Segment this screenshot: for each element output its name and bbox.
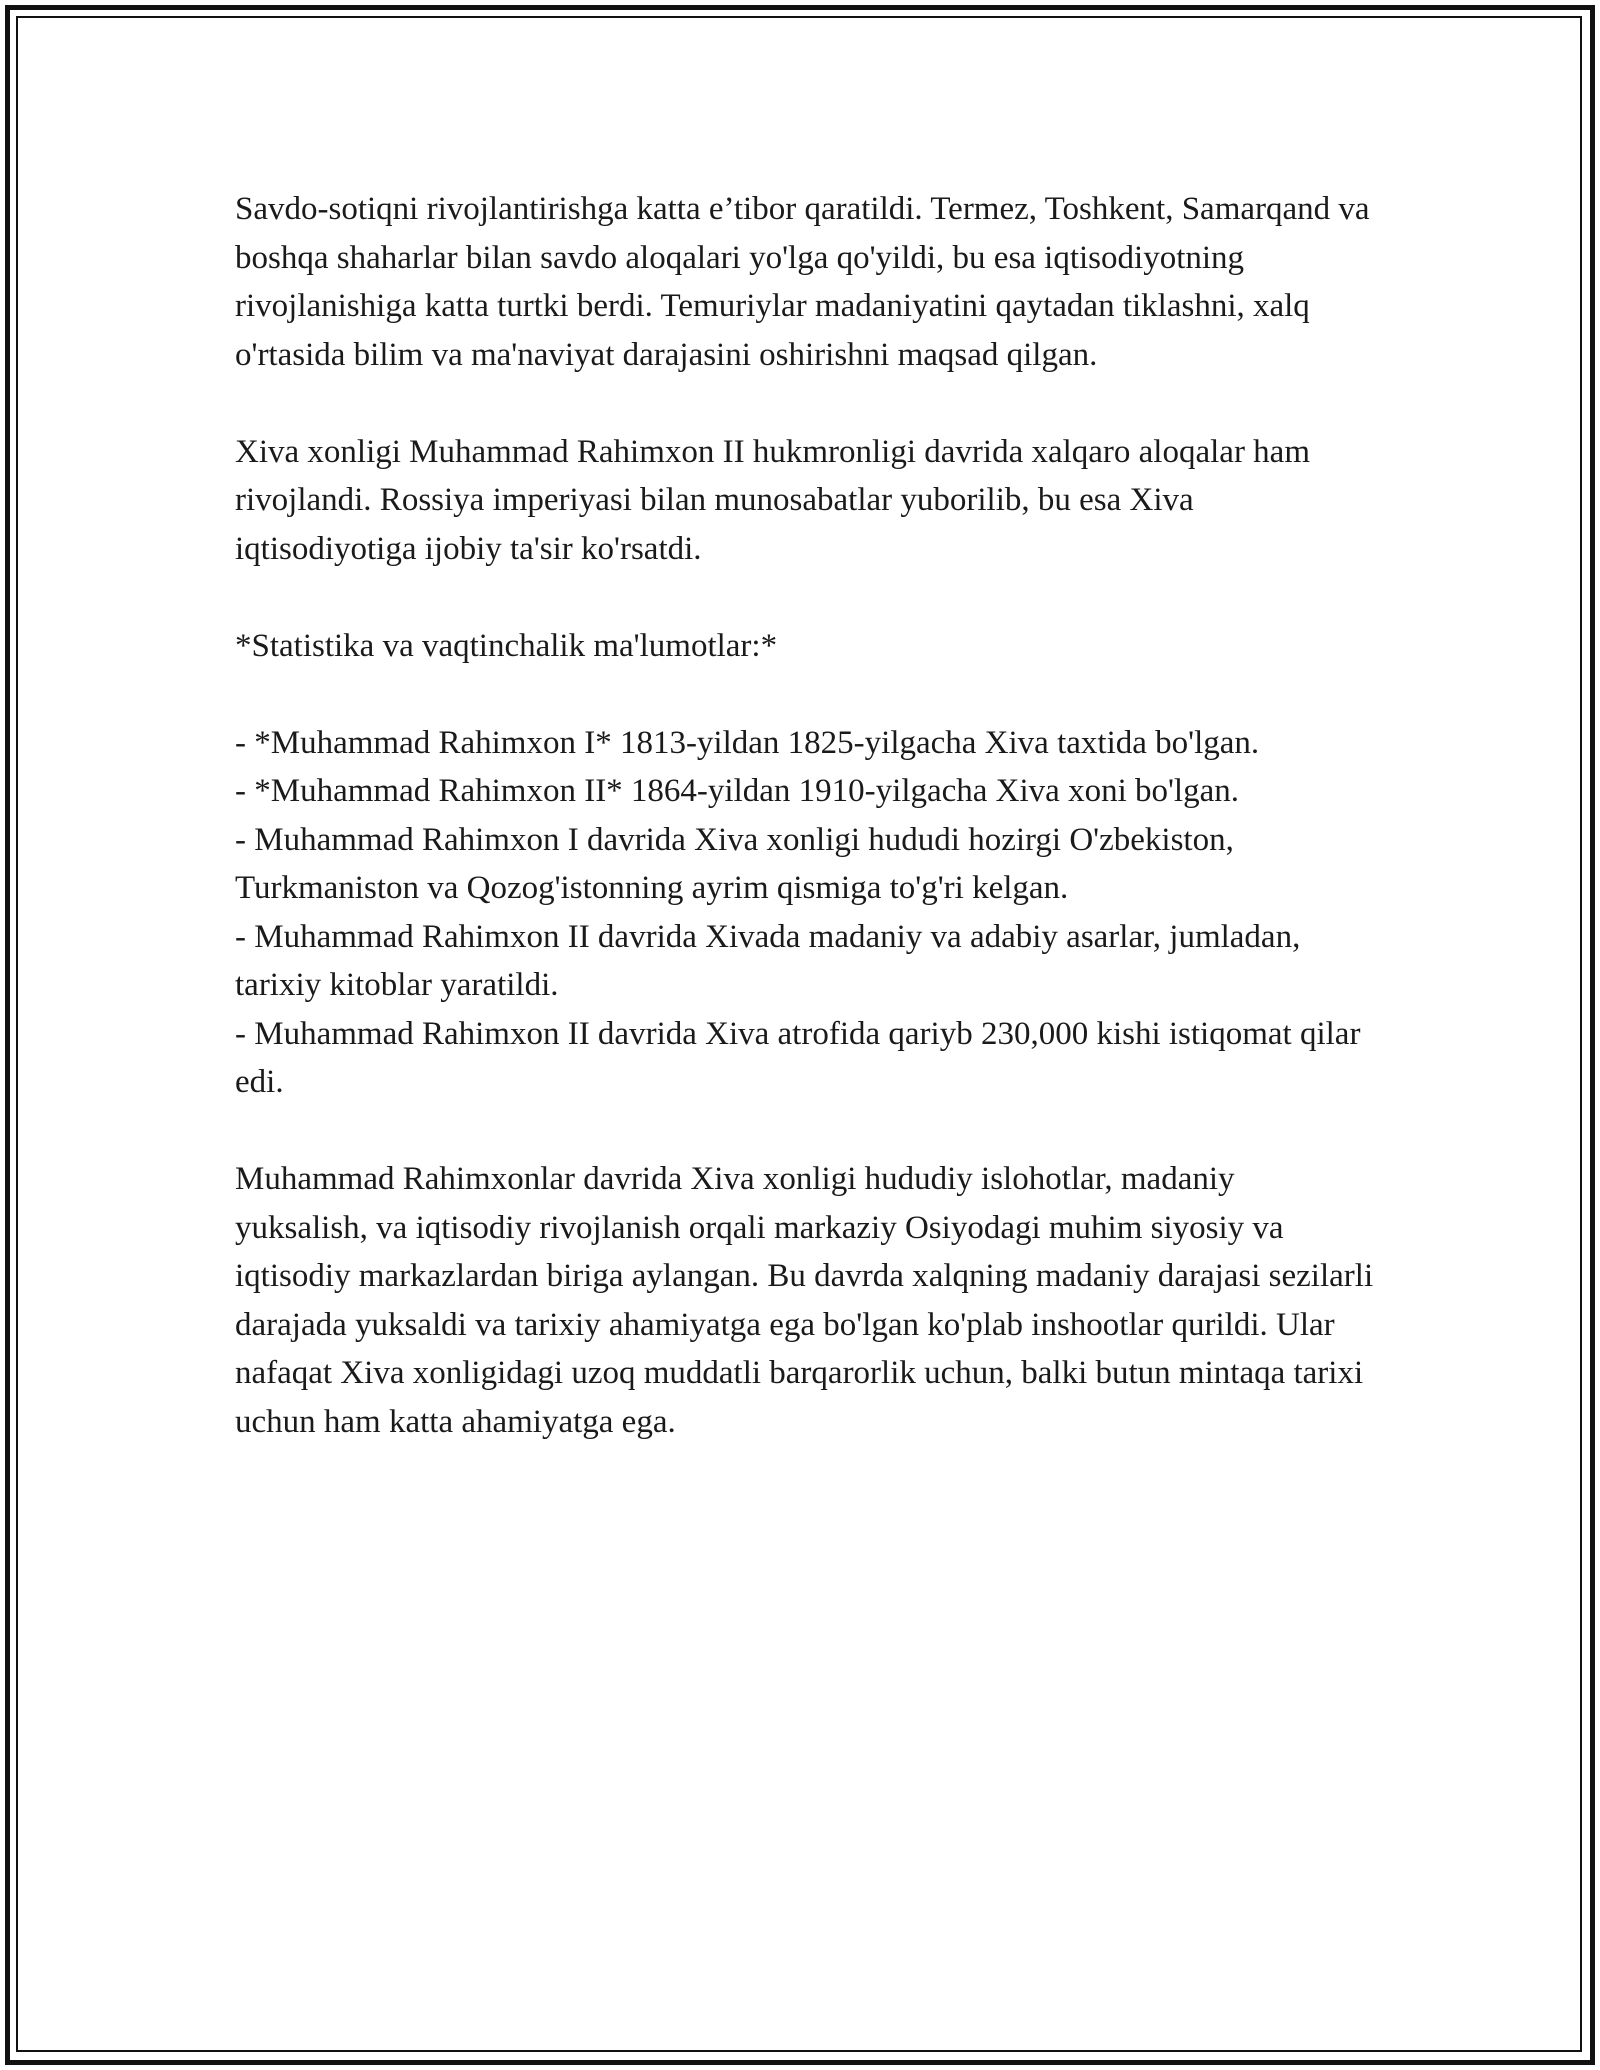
paragraph-trade: Savdo-sotiqni rivojlantirishga katta e’tibor qaratildi. Termez, Toshkent, Samarqand va boshqa shaharlar bilan savdo aloqalari yo'lga qo'yildi, bu esa iqtisodiyotning rivojlanishiga katta turtki berdi. Temuriylar madaniyatini qaytadan tiklashni, xalq o'rtasida bilim va ma'naviyat darajasini oshirishni maqsad qilgan. <box>235 191 1370 373</box>
list-item: - Muhammad Rahimxon II davrida Xiva atrofida qariyb 230,000 kishi istiqomat qilar edi. <box>235 1015 1361 1100</box>
paragraph-international-relations: Xiva xonligi Muhammad Rahimxon II hukmronligi davrida xalqaro aloqalar ham rivojlandi. Rossiya imperiyasi bilan munosabatlar yuborilib, bu esa Xiva iqtisodiyotiga ijobiy ta'sir ko'rsatdi. <box>235 433 1310 567</box>
document-body <box>235 185 1375 1495</box>
paragraph-conclusion: Muhammad Rahimxonlar davrida Xiva xonligi hududiy islohotlar, madaniy yuksalish, va iqtisodiy rivojlanish orqali markaziy Osiyodagi muhim siyosiy va iqtisodiy markazlardan biriga aylangan. Bu davrda xalqning madaniy darajasi sezilarli darajada yuksaldi va tarixiy ahamiyatga ega bo'lgan ko'plab inshootlar qurildi. Ular nafaqat Xiva xonligidagi uzoq muddatli barqarorlik uchun, balki butun mintaqa tarixi uchun ham katta ahamiyatga ega. <box>235 1161 1374 1440</box>
list-item: - Muhammad Rahimxon II davrida Xivada madaniy va adabiy asarlar, jumladan, tarixiy kitoblar yaratildi. <box>235 918 1301 1003</box>
stats-heading: *Statistika va vaqtinchalik ma'lumotlar:* <box>235 627 778 664</box>
list-item: - *Muhammad Rahimxon II* 1864-yildan 1910-yilgacha Xiva xoni bo'lgan. <box>235 773 1240 809</box>
list-item: - *Muhammad Rahimxon I* 1813-yildan 1825-yilgacha Xiva taxtida bo'lgan. <box>235 724 1260 761</box>
stats-list <box>235 719 1375 1107</box>
list-item: - Muhammad Rahimxon I davrida Xiva xonligi hududi hozirgi O'zbekiston, Turkmaniston va Qozog'istonning ayrim qismiga to'g'ri kelgan. <box>235 821 1234 906</box>
